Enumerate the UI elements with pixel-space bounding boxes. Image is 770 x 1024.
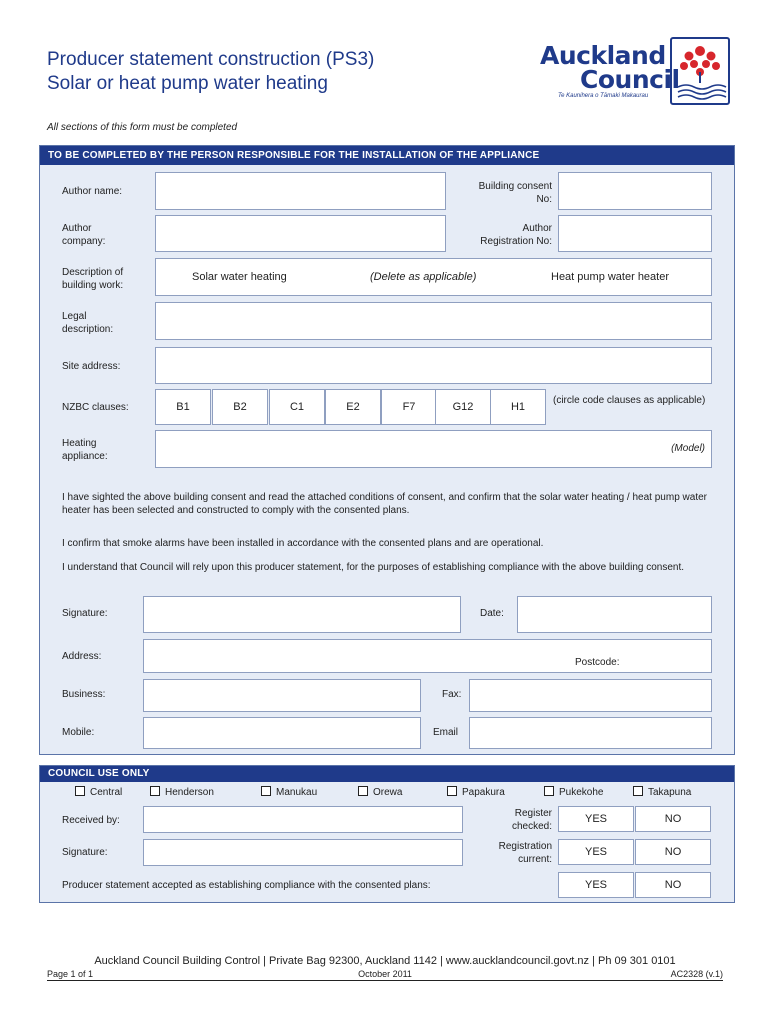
email-field[interactable] (469, 717, 712, 749)
author-name-field[interactable] (155, 172, 446, 210)
declaration-smoke-alarms: I confirm that smoke alarms have been installed in accordance with the consented plans and are operational. (62, 538, 544, 549)
author-registration-field[interactable] (558, 215, 712, 252)
building-consent-field[interactable] (558, 172, 712, 210)
checkbox-icon[interactable] (75, 786, 85, 796)
legal-description-field[interactable] (155, 302, 712, 340)
clause-b2[interactable]: B2 (212, 389, 268, 425)
footer-page-number: Page 1 of 1 (47, 969, 94, 979)
clause-h1[interactable]: H1 (490, 389, 546, 425)
accepted-label: Producer statement accepted as establishing compliance with the consented plans: (62, 880, 431, 891)
legal-description-label: Legal description: (62, 311, 114, 335)
address-field[interactable] (143, 639, 712, 673)
fax-field[interactable] (469, 679, 712, 712)
date-field[interactable] (517, 596, 712, 633)
clause-g12[interactable]: G12 (435, 389, 491, 425)
checkbox-icon[interactable] (447, 786, 457, 796)
building-consent-label: Building consent No: (478, 181, 552, 205)
received-by-field[interactable] (143, 806, 463, 833)
checkbox-icon[interactable] (633, 786, 643, 796)
fax-label: Fax: (442, 689, 462, 700)
description-label: Description of building work: (62, 267, 124, 291)
office-takapuna[interactable]: Takapuna (633, 786, 691, 799)
address-label: Address: (62, 651, 102, 662)
form-subtitle: Solar or heat pump water heating (47, 73, 328, 94)
council-signature-field[interactable] (143, 839, 463, 866)
checkbox-icon[interactable] (358, 786, 368, 796)
checkbox-icon[interactable] (150, 786, 160, 796)
footer-date: October 2011 (358, 969, 412, 979)
form-title: Producer statement construction (PS3) (47, 49, 375, 70)
clause-c1[interactable]: C1 (269, 389, 325, 425)
registration-current-no[interactable]: NO (635, 839, 711, 865)
footer-divider (47, 980, 723, 981)
accepted-yes[interactable]: YES (558, 872, 634, 898)
declaration-reliance: I understand that Council will rely upon this producer statement, for the purposes of establishing compliance with the above building consent. (62, 562, 685, 573)
council-use-heading: COUNCIL USE ONLY (40, 766, 734, 782)
clause-e2[interactable]: E2 (325, 389, 381, 425)
council-signature-label: Signature: (62, 847, 108, 858)
date-label: Date: (480, 608, 504, 619)
site-address-field[interactable] (155, 347, 712, 384)
register-checked-no[interactable]: NO (635, 806, 711, 832)
installer-section-heading: TO BE COMPLETED BY THE PERSON RESPONSIBLE FOR THE INSTALLATION OF THE APPLIANCE (40, 146, 734, 165)
clause-b1[interactable]: B1 (155, 389, 211, 425)
heating-appliance-field[interactable] (155, 430, 712, 468)
auckland-council-logo (540, 37, 730, 107)
author-name-label: Author name: (62, 186, 123, 197)
office-orewa[interactable]: Orewa (358, 786, 402, 799)
model-hint: (Model) (671, 443, 705, 454)
register-checked-yes[interactable]: YES (558, 806, 634, 832)
footer-form-code: AC2328 (v.1) (670, 969, 723, 979)
pohutukawa-logo-icon (670, 37, 730, 105)
circle-clauses-note: (circle code clauses as applicable) (553, 395, 706, 406)
author-registration-label: Author Registration No: (480, 223, 552, 247)
mobile-label: Mobile: (62, 727, 95, 738)
checkbox-icon[interactable] (544, 786, 554, 796)
nzbc-clauses-label: NZBC clauses: (62, 402, 129, 413)
registration-current-yes[interactable]: YES (558, 839, 634, 865)
logo-word-auckland: Auckland (540, 41, 666, 70)
declaration-sighted: I have sighted the above building consent and read the attached conditions of consent, and confirm that the solar water heating / heat pump water heater has been selected and constructed to comply with the consented plans. (62, 492, 707, 516)
postcode-label: Postcode: (575, 657, 620, 668)
email-label: Email (433, 727, 459, 738)
register-checked-label: Register checked: (511, 808, 552, 832)
heating-appliance-label: Heating appliance: (62, 438, 108, 462)
accepted-no[interactable]: NO (635, 872, 711, 898)
office-papakura[interactable]: Papakura (447, 786, 505, 799)
completion-note: All sections of this form must be completed (47, 122, 238, 133)
author-company-label: Author company: (62, 223, 106, 247)
business-field[interactable] (143, 679, 421, 712)
office-central[interactable]: Central (75, 786, 122, 799)
registration-current-label: Registration current: (498, 841, 552, 865)
logo-tagline: Te Kaunihera o Tāmaki Makaurau (558, 93, 649, 99)
description-field[interactable] (155, 258, 712, 296)
received-by-label: Received by: (62, 815, 120, 826)
mobile-field[interactable] (143, 717, 421, 749)
site-address-label: Site address: (62, 361, 121, 372)
office-manukau[interactable]: Manukau (261, 786, 317, 799)
business-label: Business: (62, 689, 106, 700)
office-henderson[interactable]: Henderson (150, 786, 214, 799)
office-pukekohe[interactable]: Pukekohe (544, 786, 603, 799)
checkbox-icon[interactable] (261, 786, 271, 796)
footer-contact: Auckland Council Building Control | Private Bag 92300, Auckland 1142 | www.aucklandcouncil.govt.nz | Ph 09 301 0101 (94, 955, 676, 967)
clause-f7[interactable]: F7 (381, 389, 437, 425)
logo-word-council: Council (580, 65, 680, 94)
signature-label: Signature: (62, 608, 108, 619)
option-heat-pump[interactable]: Heat pump water heater (551, 271, 670, 283)
signature-field[interactable] (143, 596, 461, 633)
option-solar[interactable]: Solar water heating (192, 271, 287, 283)
delete-as-applicable-note: (Delete as applicable) (370, 271, 477, 283)
author-company-field[interactable] (155, 215, 446, 252)
